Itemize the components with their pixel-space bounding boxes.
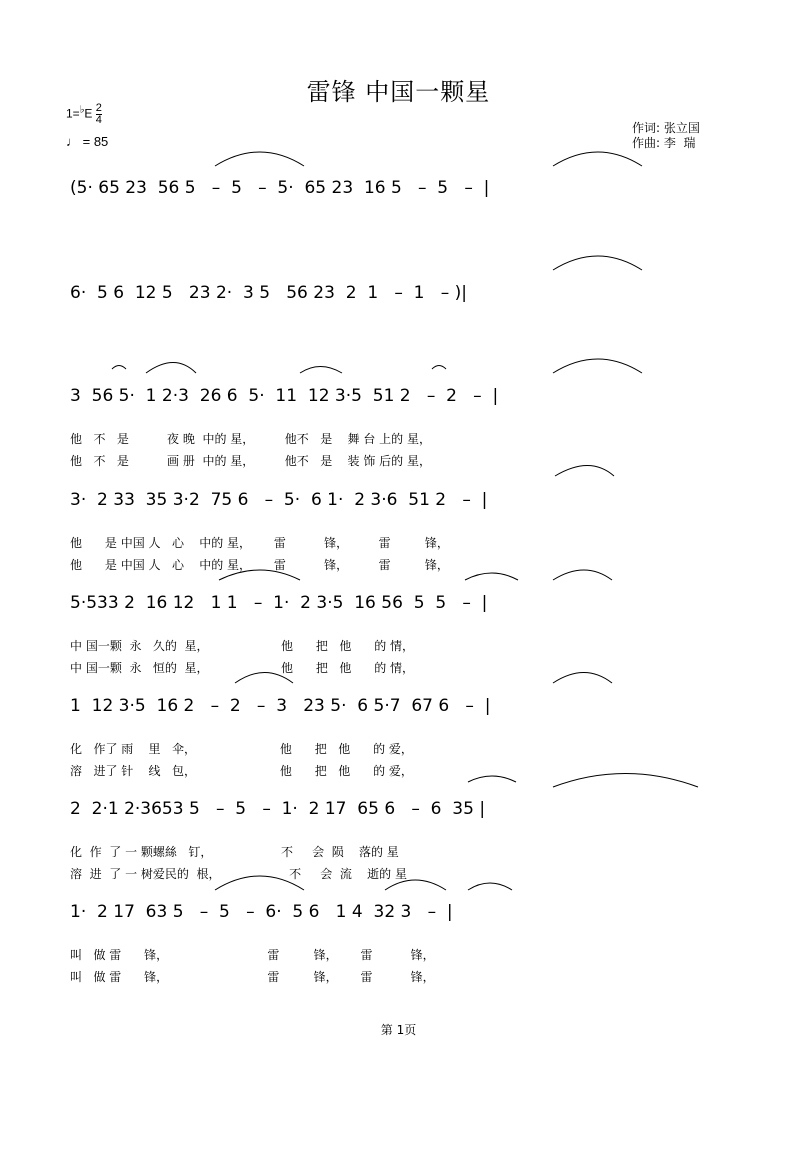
tempo-value: = 85 [82, 134, 109, 149]
slur [468, 776, 516, 782]
notation-line: 1· 2 17 63 5 – 5 – 6· 5 6 1 4 32 3 – | [70, 902, 453, 922]
notation-line: 5·533 2 16 12 1 1 – 1· 2 3·5 16 56 5 5 – | [70, 593, 488, 613]
slur [555, 466, 614, 477]
lyric-line: 他 不 是 画 册 中的 星， 他不 是 装 饰 后的 星， [70, 454, 431, 468]
song-title: 雷锋 中国一颗星 [306, 78, 491, 106]
notation-line: 2 2·1 2·3653 5 – 5 – 1· 2 17 65 6 – 6 35 | [70, 799, 486, 819]
lyric-line: 叫 做 雷 锋， 雷 锋， 雷 锋， [70, 948, 435, 962]
slur [385, 880, 446, 890]
lyric-line: 他 是 中国 人 心 中的 星， 雷 锋， 雷 锋， [70, 536, 449, 550]
slur [553, 673, 612, 684]
lyric-line: 中 国一颗 永 久的 星， 他 把 他 的 情， [70, 639, 415, 653]
slur [553, 359, 642, 373]
slur [553, 774, 698, 788]
notation-line: 6· 5 6 12 5 23 2· 3 5 56 23 2 1 – 1 – )| [70, 283, 467, 303]
time-top: 2 [95, 102, 102, 114]
slur [553, 152, 642, 166]
slur [468, 883, 512, 890]
notation-line: 3· 2 33 35 3·2 75 6 – 5· 6 1· 2 3·6 51 2 – | [70, 490, 488, 510]
lyric-line: 叫 做 雷 锋， 雷 锋， 雷 锋， [70, 970, 435, 984]
lyric-line: 中 国一颗 永 恒的 星， 他 把 他 的 情， [70, 661, 415, 675]
notation-line: 3 56 5· 1 2·3 26 6 5· 11 12 3·5 51 2 – 2 – | [70, 386, 499, 406]
notation-line: (5· 65 23 56 5 – 5 – 5· 65 23 16 5 – 5 – | [70, 178, 490, 198]
time-bottom: 4 [95, 114, 102, 126]
slur [553, 256, 642, 270]
lyric-line: 他 不 是 夜 晚 中的 星， 他不 是 舞 台 上的 星， [70, 432, 431, 446]
lyric-line: 化 作 了 一 颗螺絲 钉， 不 会 陨 落的 星 [70, 845, 399, 859]
lyric-line: 溶 进 了 一 树爱民的 根， 不 会 流 逝的 星 [70, 867, 407, 881]
composer: 作曲: 李 瑞 [632, 136, 696, 150]
page-number: 第 1页 [380, 1023, 417, 1037]
slur [432, 366, 446, 370]
lyric-line: 他 是 中国 人 心 中的 星， 雷 锋， 雷 锋， [70, 558, 449, 572]
slur [219, 570, 300, 580]
lyric-line: 化 作了 雨 里 伞， 他 把 他 的 爱， [70, 742, 413, 756]
quarter-note-icon: ♩ [66, 134, 79, 149]
slur [215, 152, 304, 166]
slur [215, 876, 304, 890]
slur [553, 570, 612, 580]
slur [146, 363, 196, 374]
lyricist: 作词: 张立国 [632, 121, 700, 135]
slur [465, 573, 518, 580]
slur [300, 367, 342, 374]
key-note: E [84, 106, 93, 121]
slur [112, 366, 126, 370]
lyric-line: 溶 进了 针 线 包， 他 把 他 的 爱， [70, 764, 413, 778]
flat-sign: ♭ [79, 104, 85, 116]
slur [235, 673, 293, 684]
key-prefix: 1= [66, 106, 80, 121]
notation-line: 1 12 3·5 16 2 – 2 – 3 23 5· 6 5·7 67 6 – | [70, 696, 491, 716]
